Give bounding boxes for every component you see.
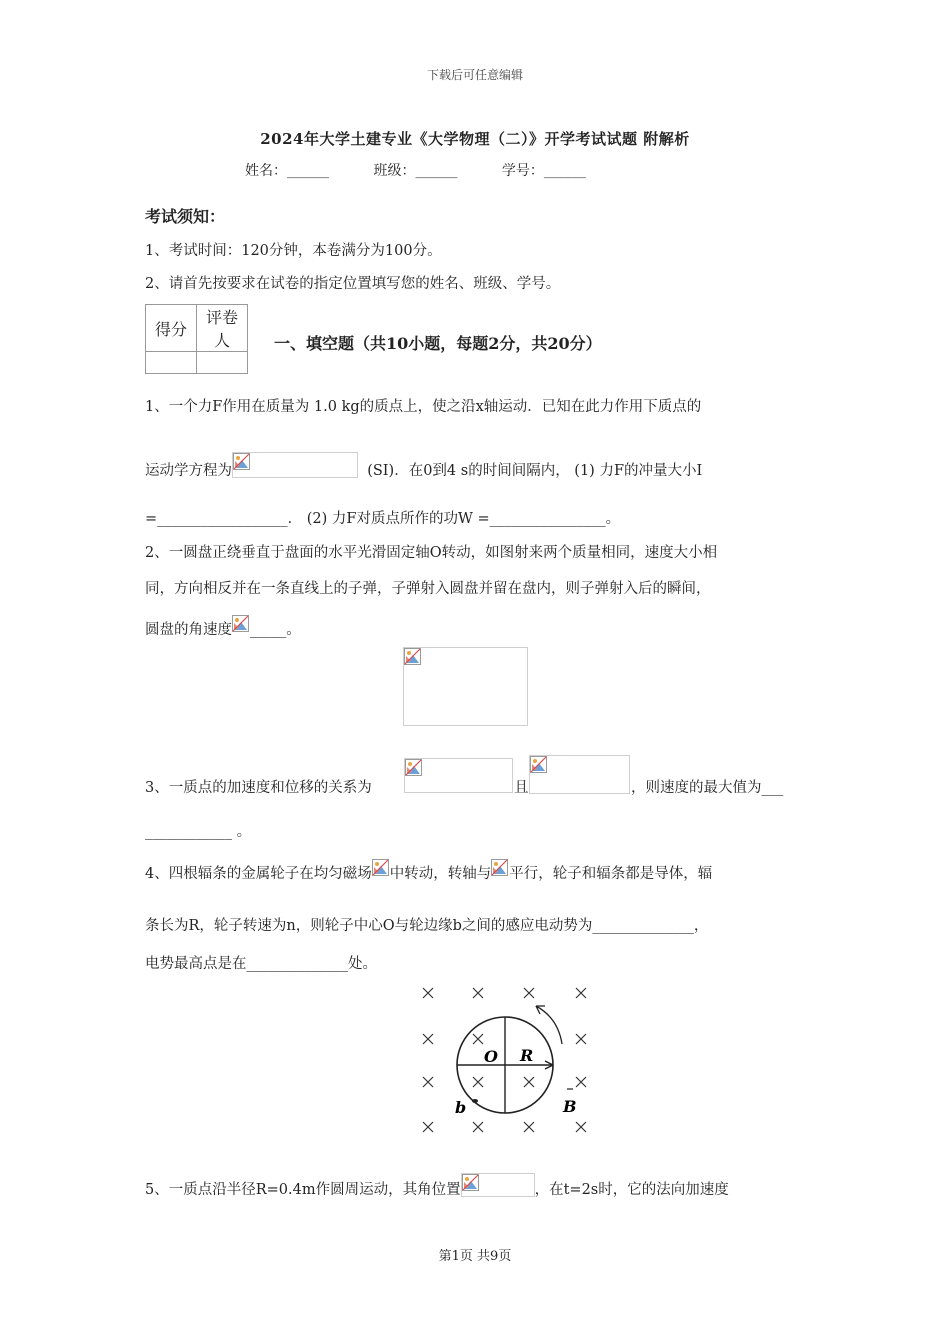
- score-cell: [146, 352, 197, 374]
- q1-line2: [145, 452, 702, 481]
- broken-image-icon: [491, 859, 509, 881]
- q2-line3: [145, 615, 301, 640]
- student-info: [245, 160, 586, 180]
- notice-item-1: 1、考试时间：120分钟，本卷满分为100分。: [145, 243, 442, 259]
- label-b: b: [455, 1098, 467, 1117]
- broken-image-icon: [461, 1173, 535, 1197]
- broken-image-icon: [232, 452, 358, 478]
- point-b-marker: [472, 1099, 478, 1103]
- q3-formula-2-placeholder: [529, 755, 630, 794]
- q4-text-b: 中转动，转轴与: [389, 866, 492, 882]
- section-heading: 一、填空题（共10小题，每题2分，共20分）: [274, 334, 602, 353]
- page-footer: 第1页 共9页: [438, 1249, 512, 1264]
- q4-line3: 电势最高点是在______________处。: [145, 956, 377, 972]
- label-B: B: [563, 1097, 577, 1116]
- q4-text-a: 4、四根辐条的金属轮子在均匀磁场: [145, 866, 372, 882]
- q5-text-b: ，在t=2s时，它的法向加速度: [534, 1182, 729, 1198]
- q5-line1: [145, 1173, 729, 1200]
- q4-line1: [145, 859, 712, 884]
- q1-line1: 1、一个力F作用在质量为 1.0 kg的质点上，使之沿x轴运动．已知在此力作用下质点的: [145, 399, 702, 415]
- q3-text-b: 且: [514, 780, 529, 796]
- notice-item-2: 2、请首先按要求在试卷的指定位置填写您的姓名、班级、学号。: [145, 276, 561, 292]
- q1-text-b: (SI)．在0到4 s的时间间隔内， (1) 力F的冲量大小I: [367, 463, 703, 479]
- q5-text-a: 5、一质点沿半径R=0.4m作圆周运动，其角位置: [145, 1182, 461, 1198]
- q2-text-b: _____。: [250, 622, 301, 638]
- broken-image-icon: [530, 756, 550, 776]
- q2-text-a: 圆盘的角速度: [145, 622, 232, 638]
- q1-line3: =__________________． (2) 力F对质点所作的功W =________________。: [145, 511, 621, 527]
- page-header-note: 下载后可任意编辑: [426, 68, 523, 82]
- q3-text-c: ，则速度的最大值为___: [631, 780, 784, 796]
- broken-image-icon: [372, 859, 390, 881]
- q2-figure-placeholder: [403, 647, 528, 726]
- q4-line2: 条长为R，轮子转速为n，则轮子中心O与轮边缘b之间的感应电动势为______________，: [145, 918, 709, 934]
- label-O: O: [484, 1047, 498, 1066]
- q4-text-c: 平行，轮子和辐条都是导体，辐: [509, 866, 713, 882]
- id-field: 学号：______: [501, 163, 586, 179]
- q2-line1: 2、一圆盘正绕垂直于盘面的水平光滑固定轴O转动，如图射来两个质量相同，速度大小相: [145, 545, 718, 561]
- grader-header: 评卷人: [197, 305, 248, 352]
- broken-image-icon: [232, 615, 250, 637]
- score-table: [145, 304, 248, 374]
- q3-formula-1-placeholder: [404, 758, 513, 793]
- grader-cell: [197, 352, 248, 374]
- name-field: 姓名：______: [245, 163, 329, 179]
- notice-heading: 考试须知：: [145, 207, 226, 226]
- q3-text-a: 3、一质点的加速度和位移的关系为: [145, 780, 372, 796]
- broken-image-icon: [404, 648, 424, 668]
- label-R: R: [520, 1046, 534, 1065]
- wheel-in-magnetic-field-figure: [412, 982, 602, 1142]
- q1-text-a: 运动学方程为: [145, 463, 232, 479]
- class-field: 班级：______: [373, 163, 458, 179]
- score-header: 得分: [146, 305, 197, 352]
- q2-line2: 同，方向相反并在一条直线上的子弹，子弹射入圆盘并留在盘内，则子弹射入后的瞬间，: [145, 581, 711, 597]
- exam-title: 2024年大学土建专业《大学物理（二）》开学考试试题 附解析: [260, 130, 690, 148]
- rotation-arrow: [536, 1006, 562, 1044]
- q3-line2: ____________ 。: [145, 824, 252, 840]
- broken-image-icon: [405, 759, 425, 779]
